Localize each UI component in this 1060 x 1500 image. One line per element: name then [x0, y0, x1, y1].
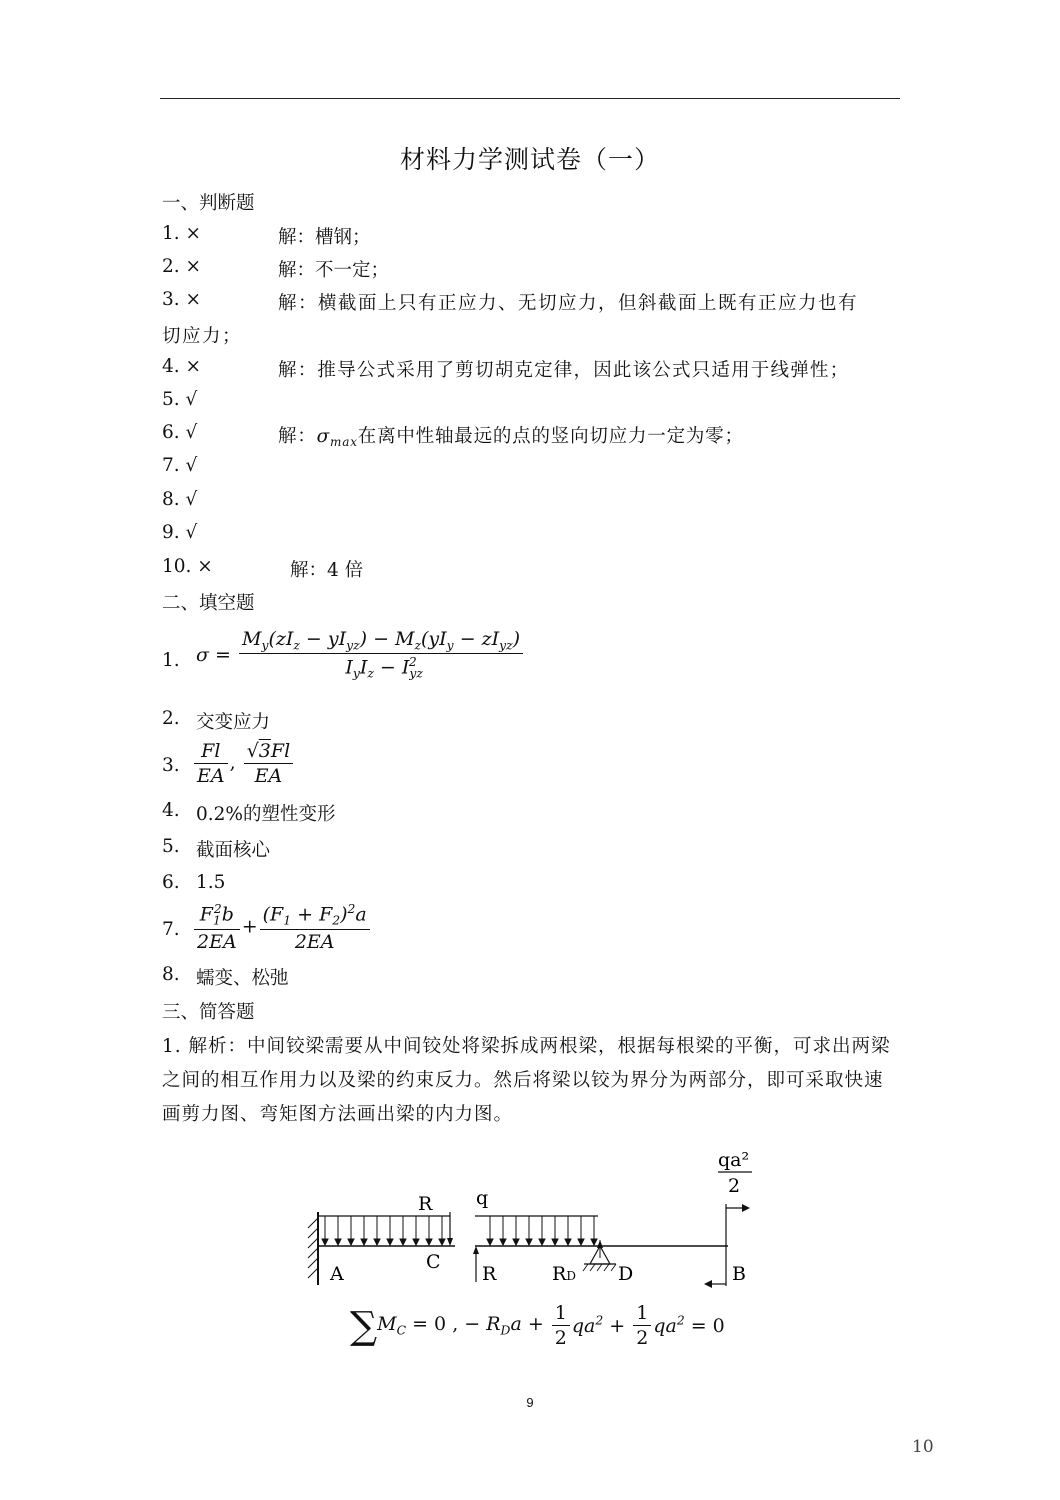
fill-answer-6: 1.5: [196, 872, 226, 893]
section-heading-judgment: 一、判断题: [162, 193, 255, 214]
header-rule: [160, 98, 900, 99]
tf-answer-6-prefix: 解：: [278, 426, 317, 447]
fill-answer-5: 截面核心: [196, 840, 271, 861]
tf-answer-4: 解：推导公式采用了剪切胡克定律，因此该公式只适用于线弹性；: [278, 360, 850, 381]
fill-number-7: 7.: [162, 919, 180, 940]
label-R-bottom: R: [482, 1263, 497, 1285]
label-C: C: [426, 1251, 441, 1273]
label-q: q: [476, 1187, 489, 1209]
formula-elongation: $\frac{Fl}{EA}$ , $\frac{√3Fl}{EA}$: [192, 740, 295, 787]
fill-number-5: 5.: [162, 836, 180, 857]
tf-number-6: 6. √: [162, 422, 198, 443]
tf-number-1: 1. ×: [162, 223, 202, 244]
tf-number-2: 2. ×: [162, 256, 202, 277]
sigma-subscript: max: [330, 435, 358, 450]
fill-number-1: 1.: [162, 650, 180, 671]
tf-answer-2: 解：不一定；: [278, 260, 390, 281]
tf-number-8: 8. √: [162, 489, 198, 510]
label-R-top: R: [418, 1193, 433, 1215]
fill-answer-2: 交变应力: [196, 712, 271, 733]
formula-strain-energy: $\frac{F_1^2b}{2EA}$ + $\frac{(F_1 + F_2)^2a}{2EA}$: [192, 902, 372, 953]
label-A: A: [330, 1263, 344, 1285]
fill-answer-4: 0.2%的塑性变形: [196, 804, 336, 825]
label-RD-main: R: [552, 1263, 567, 1285]
tf-number-9: 9. √: [162, 522, 198, 543]
tf-answer-10: 解：4 倍: [290, 560, 364, 581]
label-RD-sub: D: [566, 1269, 576, 1283]
fill-number-3: 3.: [162, 755, 180, 776]
label-B: B: [732, 1263, 746, 1285]
distributed-load-right: [487, 1216, 597, 1245]
moment-numerator: qa²: [718, 1149, 750, 1171]
short-answer-paragraph: 1. 解析：中间铰梁需要从中间铰处将梁拆成两根梁，根据每根梁的平衡，可求出两梁之间的相互作用力以及梁的约束反力。然后将梁以铰为界分为两部分，即可采取快速画剪力图、弯矩图方法画出梁的内力图。: [162, 1036, 891, 1125]
tf-answer-3: 解：横截面上只有正应力、无切应力，但斜截面上既有正应力也有: [278, 293, 859, 314]
formula-stress-unsymmetric: σ = $\frac{M_y(zI_z - yI_{yz}) - M_z(yI_y - zI_{yz})}{I_yI_z - I_{yz}^2}$: [196, 628, 525, 681]
section-heading-fill: 二、填空题: [162, 593, 255, 614]
fill-number-2: 2.: [162, 708, 180, 729]
tf-answer-6-text: 在离中性轴最远的点的竖向切应力一定为零；: [357, 426, 744, 447]
moment-denominator: 2: [728, 1175, 741, 1197]
fill-number-4: 4.: [162, 800, 180, 821]
page-number-footer: 9: [526, 1395, 534, 1410]
tf-answer-1: 解：槽钢；: [278, 227, 371, 248]
equilibrium-equation: $\sum M_C = 0$ , − $R_Da$ + $\frac{1}{2}$ $qa^2$ + $\frac{1}{2}$ $qa^2 = 0$: [350, 1302, 725, 1349]
page-title: 材料力学测试卷（一）: [399, 145, 660, 174]
section-heading-short: 三、简答题: [162, 1002, 255, 1023]
tf-number-3: 3. ×: [162, 289, 202, 310]
fill-number-6: 6.: [162, 872, 180, 893]
tf-number-10: 10. ×: [162, 556, 213, 577]
fill-number-8: 8.: [162, 964, 180, 985]
page-number-corner: 10: [912, 1437, 934, 1457]
label-D: D: [618, 1263, 634, 1285]
sigma-symbol: σ: [316, 426, 331, 447]
tf-number-4: 4. ×: [162, 356, 202, 377]
distributed-load-left: [322, 1216, 445, 1245]
beam-diagram: [300, 1140, 770, 1300]
tf-answer-3-continued: 切应力；: [162, 326, 243, 347]
label-RD: [552, 1263, 576, 1285]
tf-number-7: 7. √: [162, 455, 198, 476]
tf-answer-6: [278, 422, 744, 449]
tf-number-5: 5. √: [162, 389, 198, 410]
fill-answer-8: 蠕变、松弛: [196, 968, 289, 989]
